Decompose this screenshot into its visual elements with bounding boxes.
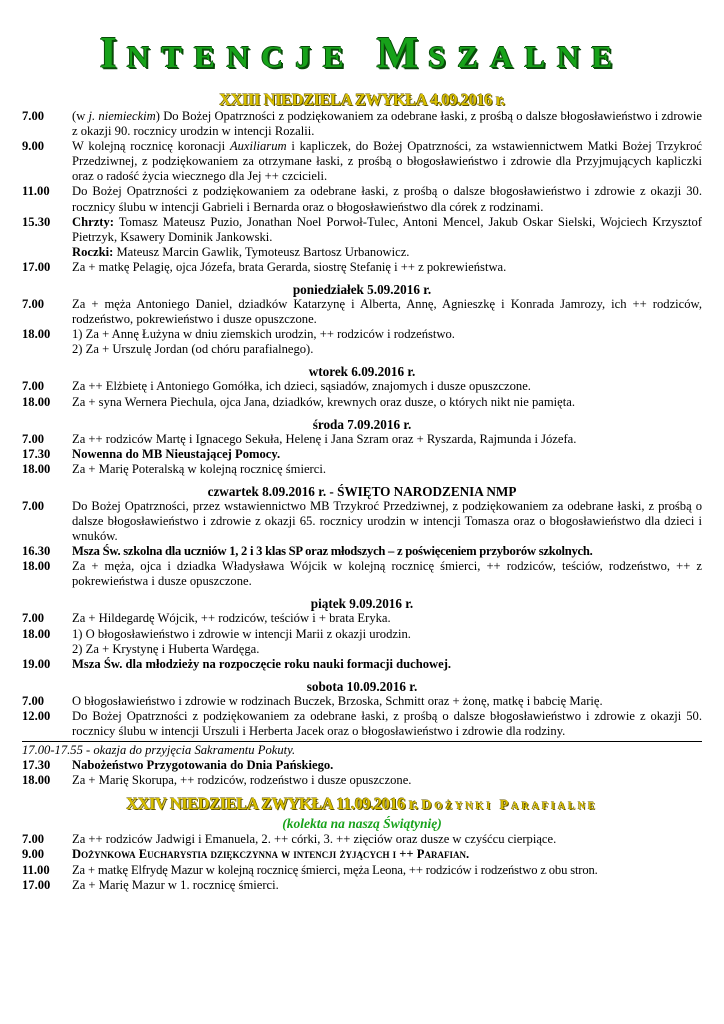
mass-time: 9.00: [22, 847, 45, 862]
mass-time: 7.00: [22, 431, 45, 446]
intention-text: Do Bożej Opatrzności, przez wstawiennictwo MB Trzykroć Przedziwnej, z podziękowaniem za odebrane łaski, z prośbą o dalsze błogosławieństwo i zdrowie z okazji 65. rocznicy urodzin w intencji Tomasza oraz o błogosławieństwo dla dzieci i wnuków.: [72, 498, 702, 544]
list-item: [22, 611, 702, 626]
mass-time: [22, 642, 72, 657]
list-item: [22, 462, 702, 477]
day-header: sobota 10.09.2016 r.: [306, 678, 418, 694]
list-item: [22, 327, 702, 342]
list-item: [22, 342, 702, 357]
intention-text: [72, 245, 702, 260]
intention-text: Nabożeństwo Przygotowania do Dnia Pańskiego.: [72, 758, 334, 773]
sunday-title: XXIV NIEDZIELA ZWYKŁA 11.09.2016 r.: [126, 794, 418, 814]
list-item: [22, 499, 702, 544]
intention-text: Do Bożej Opatrzności z podziękowaniem za odebrane łaski, z prośbą o dalsze błogosławieństwo i zdrowie z okazji 30. rocznicy ślubu w intencji Gabrieli i Bernarda oraz o błogosławieństwo dla córek z rodzinami.: [72, 184, 702, 214]
intention-text: [72, 215, 702, 245]
mass-time: 16.30: [22, 544, 51, 559]
list-item: [22, 379, 702, 394]
list-item: [22, 544, 702, 559]
mass-time: 12.00: [22, 708, 51, 723]
mass-time: 7.00: [22, 611, 45, 626]
collection-note: (kolekta na naszą Świątynię): [282, 816, 442, 832]
intention-text: W kolejną rocznicę koronacji Auxiliarum i kapliczek, do Bożej Opatrzności, za wstawiennictwem Matki Bożej Trzykroć Przedziwnej, z podziękowaniem za otrzymane łaski, z prośbą o błogosławieństwo i zdrowie dla Przyjmujących kapliczki oraz o radość życia wiecznego dla Jej ++ czcicieli.: [72, 139, 703, 184]
mass-time: 7.00: [22, 297, 45, 312]
mass-time: 17.00: [22, 877, 51, 892]
intention-text: Za + męża Antoniego Daniel, dziadków Katarzynę i Alberta, Annę, Agnieszkę i Konrada Jamrozy, ich ++ rodziców, rodzeństwo, pokrewieństwo i dusze opuszczone.: [72, 297, 702, 327]
confession-note: 17.00-17.55 - okazja do przyjęcia Sakramentu Pokuty.: [22, 743, 296, 758]
list-item: [22, 832, 702, 847]
intention-text: 2) Za + Krystynę i Huberta Wardęga.: [72, 641, 260, 656]
intention-text: Msza Św. szkolna dla uczniów 1, 2 i 3 klas SP oraz młodszych – z poświęceniem przyborów szkolnych.: [72, 544, 593, 559]
list-item: [22, 297, 702, 327]
day-header: środa 7.09.2016 r.: [312, 416, 412, 432]
mass-time: 18.00: [22, 559, 51, 574]
day-header: poniedziałek 5.09.2016 r.: [292, 282, 432, 298]
mass-time: [22, 245, 72, 260]
mass-time: 11.00: [22, 862, 50, 877]
anniversary-label: Roczki:: [72, 244, 114, 259]
mass-time: 7.00: [22, 832, 45, 847]
intention-text: Nowenna do MB Nieustającej Pomocy.: [72, 446, 281, 461]
mass-time: 9.00: [22, 139, 45, 154]
list-item: [22, 657, 702, 672]
mass-time: 19.00: [22, 656, 51, 671]
sunday-header: XXIII NIEDZIELA ZWYKŁA 4.09.2016 r.: [219, 90, 505, 109]
intention-text: Za ++ rodziców Jadwigi i Emanuela, 2. ++ córki, 3. ++ zięciów oraz dusze w czyśćcu cierpiące.: [72, 832, 557, 847]
intention-text: Za ++ rodziców Martę i Ignacego Sekuła, Helenę i Jana Szram oraz + Ryszarda, Rajmunda i Józefa.: [72, 431, 577, 446]
title-initial-2: M: [376, 28, 429, 77]
intention-text: Za + Marię Poteralską w kolejną rocznicę śmierci.: [72, 461, 326, 476]
intention-text: Za + matkę Pelagię, ojca Józefa, brata Gerarda, siostrę Stefanię i ++ z pokrewieństwa.: [72, 259, 507, 274]
day-header: piątek 9.09.2016 r.: [310, 596, 414, 612]
mass-time: 7.00: [22, 379, 45, 394]
list-item: [22, 260, 702, 275]
mass-time: 18.00: [22, 327, 51, 342]
divider: [22, 741, 702, 742]
mass-time: 7.00: [22, 693, 45, 708]
list-item: [22, 694, 702, 709]
mass-time: 18.00: [22, 461, 51, 476]
list-item: [22, 878, 702, 893]
day-header: czwartek 8.09.2016 r. - ŚWIĘTO NARODZENIA NMP: [207, 483, 517, 499]
list-item: [22, 758, 702, 773]
baptism-names: Tomasz Mateusz Puzio, Jonathan Noel Porwoł-Tulec, Antoni Mencel, Jakub Oskar Sielski, Wojciech Krzysztof Pietrzyk, Ksawery Dominik Jankowski.: [72, 214, 702, 244]
mass-time: 18.00: [22, 394, 51, 409]
intention-text: Za + Marię Skorupa, ++ rodziców, rodzeństwo i dusze opuszczone.: [72, 773, 412, 788]
intention-text: Msza Św. dla młodzieży na rozpoczęcie roku nauki formacji duchowej.: [72, 656, 452, 671]
intention-text: 1) O błogosławieństwo i zdrowie w intencji Marii z okazji urodzin.: [72, 626, 411, 641]
list-item: [22, 184, 702, 214]
mass-time: 15.30: [22, 214, 51, 229]
anniversary-names: Mateusz Marcin Gawlik, Tymoteusz Bartosz Urbanowicz.: [116, 244, 410, 259]
list-item: [22, 559, 702, 589]
intention-text: 2) Za + Urszulę Jordan (od chóru parafialnego).: [72, 342, 314, 357]
list-item: [22, 847, 702, 862]
list-item: [22, 395, 702, 410]
intention-text: Za ++ Elżbietę i Antoniego Gomółka, ich dzieci, sąsiadów, znajomych i dusze opuszczone.: [72, 379, 531, 394]
list-item: [22, 139, 702, 184]
title-word-1: NTENCJE: [126, 39, 356, 74]
intention-text: Do Bożej Opatrzności z podziękowaniem za odebrane łaski, z prośbą o dalsze błogosławieństwo i zdrowie z okazji 50. rocznicy ślubu w intencji Urszuli i Herberta Jacek oraz o błogosławieństwo i zdrowie dla rodziny.: [72, 708, 702, 738]
intention-text: Za + Marię Mazur w 1. rocznicę śmierci.: [72, 877, 279, 892]
title-initial-1: I: [99, 28, 127, 77]
day-header: wtorek 6.09.2016 r.: [308, 364, 416, 380]
mass-time: 17.30: [22, 446, 51, 461]
list-item: [22, 773, 702, 788]
intention-text: O błogosławieństwo i zdrowie w rodzinach Buczek, Brzoska, Schmitt oraz + żonę, matkę i babcię Marię.: [72, 693, 603, 708]
mass-time: 18.00: [22, 626, 51, 641]
mass-time: 18.00: [22, 773, 51, 788]
mass-time: 11.00: [22, 184, 50, 199]
list-item: [22, 245, 702, 260]
intention-text: Za + syna Wernera Piechula, ojca Jana, dziadków, krewnych oraz dusze, o których nikt nie pamięta.: [72, 394, 576, 409]
intentions-list: [22, 90, 702, 893]
intention-text: Za + Hildegardę Wójcik, ++ rodziców, teściów i + brata Eryka.: [72, 611, 391, 626]
baptism-label: Chrzty:: [72, 214, 114, 229]
list-item: [22, 709, 702, 739]
mass-time: 17.30: [22, 758, 51, 773]
intention-text: Za + matkę Elfrydę Mazur w kolejną rocznicę śmierci, męża Leona, ++ rodziców i rodzeństwo z obu stron.: [72, 862, 598, 877]
mass-time: [22, 342, 72, 357]
list-item: [22, 215, 702, 245]
intention-text: Za + męża, ojca i dziadka Władysława Wójcik w kolejną rocznicę śmierci, ++ rodziców, teściów, rodzeństwo, ++ z pokrewieństwa i dusze opuszczone.: [72, 559, 702, 589]
harvest-festival-title: Dożynki Parafialne: [421, 798, 598, 814]
list-item: [22, 432, 702, 447]
list-item: [22, 447, 702, 462]
mass-time: 7.00: [22, 498, 45, 513]
sunday-header: [22, 794, 702, 815]
title-word-2: SZALNE: [428, 39, 625, 74]
list-item: [22, 642, 702, 657]
mass-time: 7.00: [22, 109, 45, 123]
intention-text: 1) Za + Annę Łużyna w dniu ziemskich urodzin, ++ rodziców i rodzeństwo.: [72, 327, 455, 342]
intention-text: (w j. niemieckim) Do Bożej Opatrzności z podziękowaniem za odebrane łaski, z prośbą o dalsze błogosławieństwo i zdrowie z okazji 90. rocznicy urodzin w intencji Rozalii.: [72, 109, 702, 139]
page-title: [0, 28, 724, 82]
intention-text: Dożynkowa Eucharystia dziękczynna w intencji żyjących i ++ Parafian.: [72, 847, 470, 862]
list-item: [22, 863, 702, 878]
mass-time: 17.00: [22, 259, 51, 274]
list-item: [22, 109, 702, 139]
list-item: [22, 627, 702, 642]
